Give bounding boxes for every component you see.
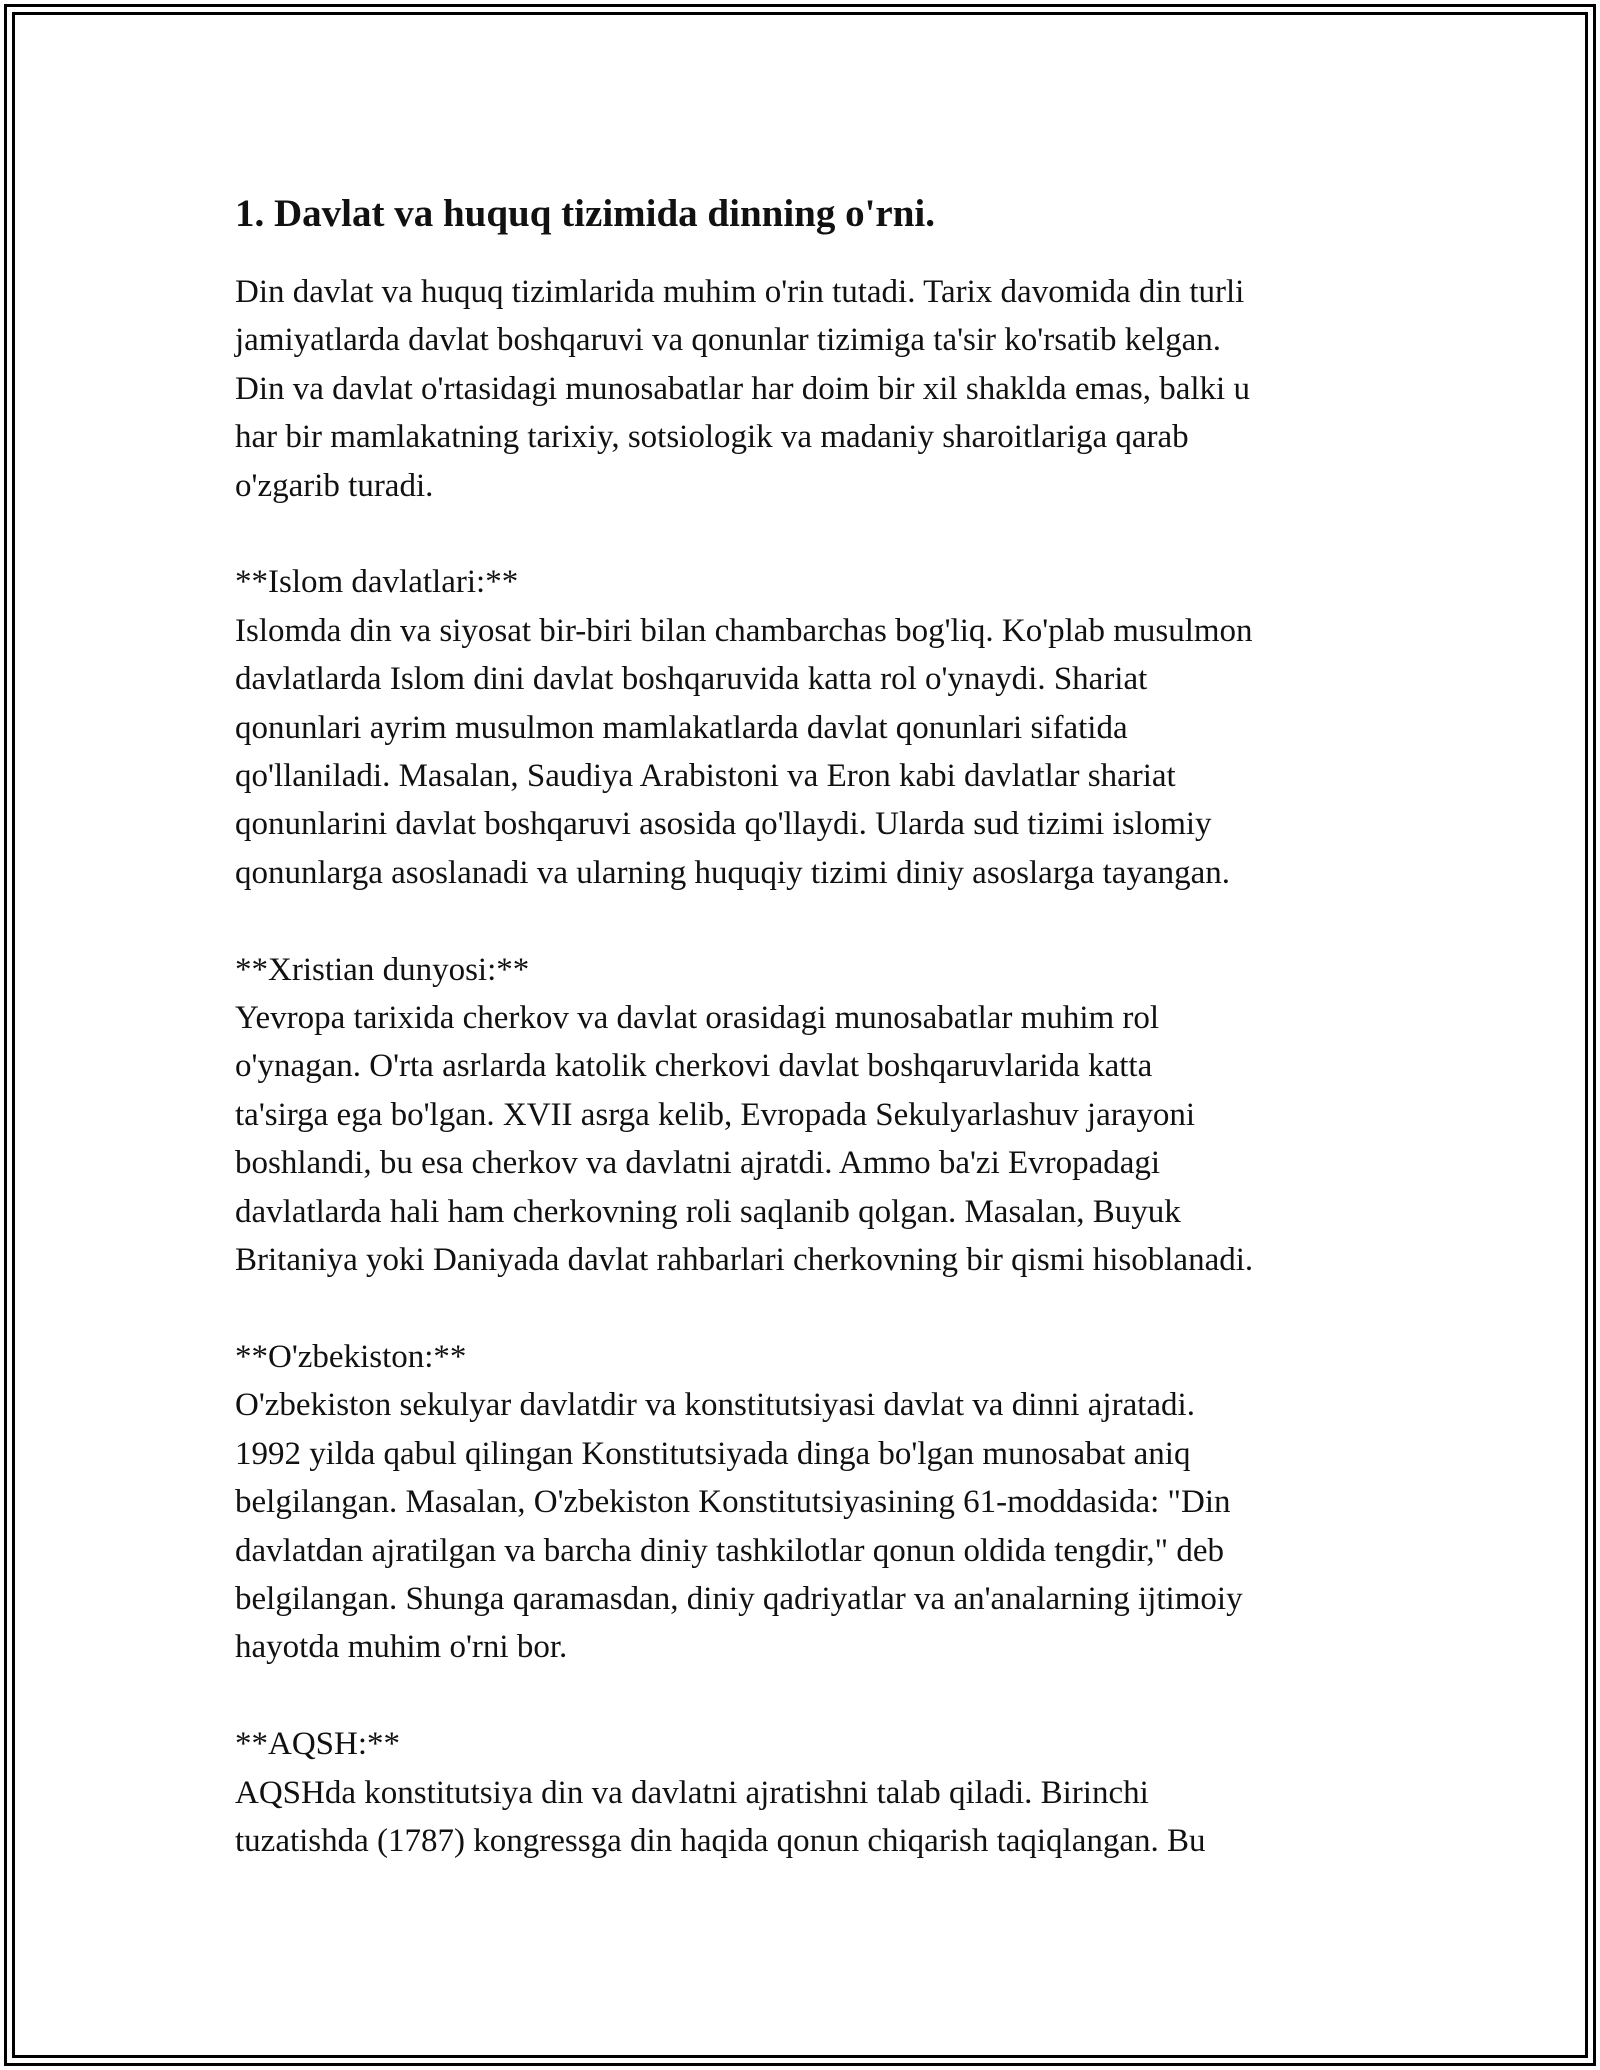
document-title: 1. Davlat va huquq tizimida dinning o'rni. — [235, 192, 936, 235]
section-heading-uzbekistan: **O'zbekiston:** — [235, 1338, 467, 1375]
section-body-usa: AQSHda konstitutsiya din va davlatni ajratishni talab qiladi. Birinchi tuzatishda (1787) kongressga din haqida qonun chiqarish taqiqlangan. Bu — [235, 1774, 1206, 1859]
paragraph-gap — [235, 897, 1375, 945]
document-content — [235, 186, 1375, 1865]
paragraph-gap — [235, 1672, 1375, 1720]
paragraph-gap — [235, 1285, 1375, 1333]
section-body-uzbekistan: O'zbekiston sekulyar davlatdir va konstitutsiyasi davlat va dinni ajratadi. 1992 yilda qabul qilingan Konstitutsiyada dinga bo'lgan munosabat aniq belgilangan. Masalan, O'zbekiston Konstitutsiyasining 61-moddasida: "Din davlatdan ajratilgan va barcha diniy tashkilotlar qonun oldida tengdir," deb belgilangan. Shunga qaramasdan, diniy qadriyatlar va an'analarning ijtimoiy hayotda muhim o'rni bor. — [235, 1387, 1243, 1666]
intro-paragraph: Din davlat va huquq tizimlarida muhim o'rin tutadi. Tarix davomida din turli jamiyatlarda davlat boshqaruvi va qonunlar tizimiga ta'sir ko'rsatib kelgan. Din va davlat o'rtasidagi munosabatlar har doim bir xil shaklda emas, balki u har bir mamlakatning tarixiy, sotsiologik va madaniy sharoitlariga qarab o'zgarib turadi. — [235, 274, 1250, 504]
section-heading-usa: **AQSH:** — [235, 1726, 401, 1763]
section-heading-xristian: **Xristian dunyosi:** — [235, 951, 530, 988]
section-body-islom: Islomda din va siyosat bir-biri bilan chambarchas bog'liq. Ko'plab musulmon davlatlarda Islom dini davlat boshqaruvida katta rol o'ynaydi. Shariat qonunlari ayrim musulmon mamlakatlarda davlat qonunlari sifatida qo'llaniladi. Masalan, Saudiya Arabistoni va Eron kabi davlatlar shariat qonunlarini davlat boshqaruvi asosida qo'llaydi. Ularda sud tizimi islomiy qonunlarga asoslanadi va ularning huquqiy tizimi diniy asoslarga tayangan. — [235, 612, 1253, 891]
section-body-xristian: Yevropa tarixida cherkov va davlat orasidagi munosabatlar muhim rol o'ynagan. O'rta asrlarda katolik cherkovi davlat boshqaruvlarida katta ta'sirga ega bo'lgan. XVII asrga kelib, Evropada Sekulyarlashuv jarayoni boshlandi, bu esa cherkov va davlatni ajratdi. Ammo ba'zi Evropadagi davlatlarda hali ham cherkovning roli saqlanib qolgan. Masalan, Buyuk Britaniya yoki Daniyada davlat rahbarlari cherkovning bir qismi hisoblanadi. — [235, 1000, 1254, 1279]
section-heading-islom: **Islom davlatlari:** — [235, 564, 519, 601]
paragraph-gap — [235, 510, 1375, 558]
